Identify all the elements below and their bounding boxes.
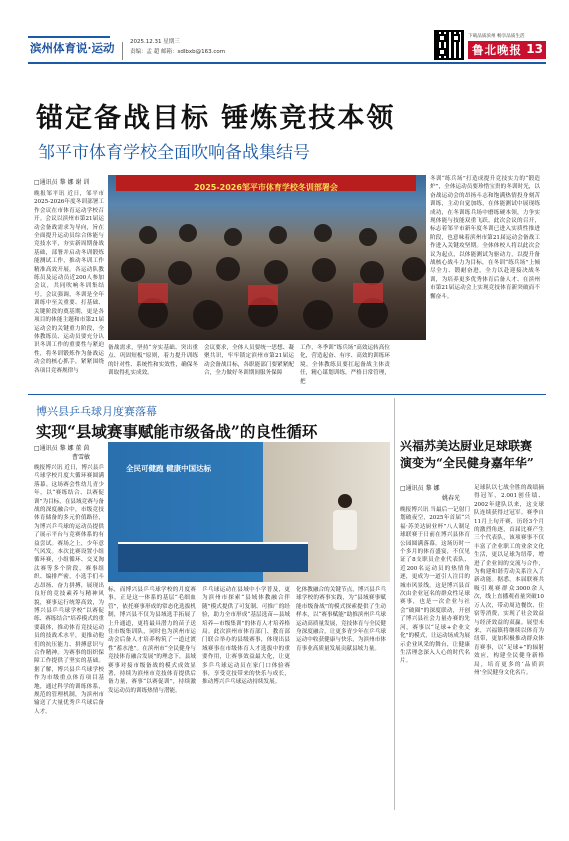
header-date: 2025.12.31 星期三 — [130, 39, 180, 45]
article1-byline: □通讯员 黎 娜 谢 训 — [34, 179, 90, 186]
section-divider — [28, 394, 546, 395]
article3-column-2: 足球队以七战全胜的战绩摘得冠军，2.001创佳绩、2002年建队以来，这支球队连续获得过冠军。赛季自11月上旬开赛，历经3个月的激烈角逐，首届比赛产生三个代表队，该项赛事不仅丰富了企业职工的业余文化生活，更以足球为纽带，增进了企业间的交流与合作，为构建和谐劳动关系注入了新动能。据悉，本届联赛共吸引观赛群众3000余人次，线上直播观看量突破10万人次，带动周边餐饮、住宿等消费，实现了社会效益与经济效益的双赢。展望未来，兴福镇将继续以体育为纽带，更加积极推动群众体育赛事，以“足球+”的辐射效应，构建全民健身新格局，培育更多的‘品质滨州’全民健身文化名片。 — [474, 485, 544, 676]
article1-title: 锚定备战目标 锤炼竞技本领 — [36, 103, 396, 134]
article3-title-2: 演变为“全民健身嘉年华” — [400, 456, 534, 470]
photo2-banner-text: 全民可健跑 健康中国达标 — [126, 464, 212, 473]
photo2-banner — [126, 456, 256, 496]
article2-column-4: 化体教融合的关键节点，博兴县乒乓球学校的赛事实践，为“县域赛事赋能市级备战”的模式探索提供了生动样本，以“赛事赋能”助推滨州乒乓球运动高质量发展，竞技体育与全民健身深度融合，让更多青少年在乒乓球运动中收获健康与快乐，为滨州市体育事业高质量发展贡献县域力量。 — [296, 587, 386, 652]
article3-column-1: 晚报博兴讯 当最后一记射门划破夜空，2025年首届“兴福·苏美达厨业杯”八人制足球联赛于日前在博兴县体育公园圆满落幕。这场历时一个多月的体育盛宴，不仅见证了8支职员企业代表队、近200名运动员的热情角逐，更成为一道引人注目的城市风景线。这是博兴县首次由企业冠名的群众性足球赛事，也是一次企业与社会“破圈”的深度联动，开创了博兴县社会力量办赛的先河，赛事以“足球+企业文化”的模式，让运动场成为展示企业风采的舞台，让健康生活理念深入人心的时代名片。 — [400, 507, 470, 665]
page-number: 13 — [526, 42, 543, 56]
article1-column-1: 晚报邹平讯 近日，邹平市2025-2026年度冬训部署工作会议在市体育运动学校召开。会议以滨州市第21届运动会备战需求为导向，旨在全面提升运动员综合体能与竞技水平，夯实新周期备战基础，部署并启动冬训锻炼能测试工作，推动冬训工作精准高效开展。各运动队教练员及运动员近200人参加会议，共同吹响冬训集结号。会议强调，冬训是全年训练中至关重要、打基础、关键阶段的奠基期，更是各项目的体能主题和市第21届运动会的关键重力阶段，全体教练员、运动员要充分认识冬训工作的重要性与紧迫性，将冬训锻炼作为备战运动会的核心抓手，紧紧围绕各项目竞赛规律与 — [34, 191, 104, 374]
vertical-divider — [394, 398, 395, 810]
article1-subtitle: 邹平市体育学校全面吹响备战集结号 — [38, 143, 310, 163]
table-tennis-table — [118, 542, 308, 572]
article1-column-3: 会议要求，全体人员要统一思想、凝聚共识，牢牢锁定滨州市第21届运动会备战目标，各职能部门要紧紧配合，全力做好冬训期间服务保障 — [204, 345, 294, 377]
article1-photo — [108, 175, 426, 340]
photo-banner-text: 2025-2026邹平市体育学校冬训部署会 — [194, 183, 338, 192]
article3-byline-1: □通讯员 黎 娜 — [400, 485, 440, 492]
article3-byline-2: 姚春光 — [442, 495, 461, 502]
qr-caption: 下载品质滨州 畅享品质生活 — [468, 34, 525, 39]
article2-byline-2: 曹雪敏 — [72, 454, 91, 461]
header-editor: 责编：孟 超 邮箱：sdlbxb@163.com — [130, 49, 226, 55]
article2-photo — [108, 442, 390, 582]
qr-code — [434, 30, 464, 60]
article3-title-1: 兴福苏美达厨业足球联赛 — [400, 439, 533, 453]
article2-column-3: 乒乓球运动在县域中小学普及，更为滨州市探索“县域体教融合伴随”模式提供了可复制、可推广的经验，助力全市形成“基层选苗—县域培养—市级集训”的体育人才培养格局。此次滨州市体育部门、教育部门联合举办的县级赛事，体现出县域赛事在市级体育人才选拔中的重要作用，让赛事效益最大化，让更多乒乓球运动员在家门口体验赛事，享受竞技带来的快乐与成长，推动博兴乒乓球运动持续发展。 — [202, 587, 290, 686]
header-top-line — [28, 36, 110, 38]
section-title: 滨州体育说·运动 — [30, 41, 115, 55]
article1-column-2: 备战需求，坚持“夯实基础、突出重点、巩固短板”原则，着力提升训练的针对性、系统性和实效性，确保冬训取得扎实成效。 — [108, 345, 198, 377]
article1-column-5: 冬训“练兵场”打造成提升竞技实力的“锻造炉”，全体运动员要珍惜宝贵的冬训时光，以奋战运动会的昂扬斗志和饱满热情投身刻苦训练，主动自觉加练，在体能测试中展现练成功，在冬训练兵场中磨练硬本领，力争实现体能与技能双重飞跃。此次会议的召开，标志着邹平市新年度冬训已进入实质性推进阶段，也意味着滨州市第21届运动会备战工作进入关键攻坚期。全体体校人将以此次会议为起点，以体能测试为驱动力，以提升备战核心战斗力为目标，在冬训“练兵场”上倾尽全力、锻耐奋进，全力以赴迎接决战冬训，为培养更多优秀体育后备人才、在滨州市第21届运动会上实现竞技体育新突破而不懈奋斗。 — [430, 176, 540, 300]
header-divider — [122, 42, 123, 60]
article1-column-4: 工作，冬季训“练兵场”高效运转高位化，营造起奋、有序、高效的训练环境。全体教练员要扛起备战主体责任，精心谋划训练，严格日常管理，把 — [300, 345, 390, 385]
brand-logo: 鲁北晚报 — [472, 43, 522, 57]
audience-shapes — [108, 175, 426, 340]
header-rule — [28, 62, 546, 64]
article2-kicker: 博兴县乒乓球月度赛落幕 — [36, 405, 157, 418]
brand-box — [468, 41, 546, 59]
article2-title: 实现“县域赛事赋能市级备战”的良性循环 — [36, 422, 318, 441]
article2-column-2: 标，而博兴县乒乓球学校的月度赛事，正是这一体系的基层“毛细血管”，依托赛事形成的常态化选拔机制，博兴县不仅为县域选手拓展了上升通道，更将最具潜力的苗子送往市级集训队，同时也为滨州市运动会后备人才培养构筑了一道过渡性“蓄水池”。在滨州市“全民健身与竞技体育融合发展”的理念下，县域赛事对接市级备战的模式成效显著，持续为滨州市竞技体育提供后备力量，赛事“以赛促训”，持续激发运动员的训练热情与潜能。 — [108, 587, 196, 694]
player-figure — [333, 494, 357, 554]
article2-column-1: 晚报博兴讯 近日，博兴县乒乓球学校月度大循环赛圆满落幕。这场赛会性幼儿青少年，以“赛练结合、以赛促训”为目标，在县域竞赛与备战的深度融合中，市级竞技体育储备的多元价值路径，为博兴乒乓球的运动员提供了展示平台与竞赛体系的有益尝试。赛场之上，少年意气风发。本次比赛设置小组循环赛，小组循环、交叉淘汰赛等多个阶段，赛事组织、编排严密，小选手们斗志昂扬、奋力拼搏，展现出良好的竞技素养与精神风貌，赛事运行统筹高效，为博兴县乒乓球学校“以赛促练、赛练结合”培养模式的重要载体，推动体育竞技运动员的技战术水平，更推动他们的抗压能力、拼搏意识与合作精神。为赛事的组织保障工作提供了坚实的基础。据了解，博兴县乒乓球学校作为市级重点体育项目基地，通过科学的训练体系，规范的管理机制，为滨州市输送了大量优秀乒乓球后备人才。 — [34, 465, 104, 715]
article2-byline-1: □通讯员 黎 娜 董 茵 — [34, 445, 90, 452]
